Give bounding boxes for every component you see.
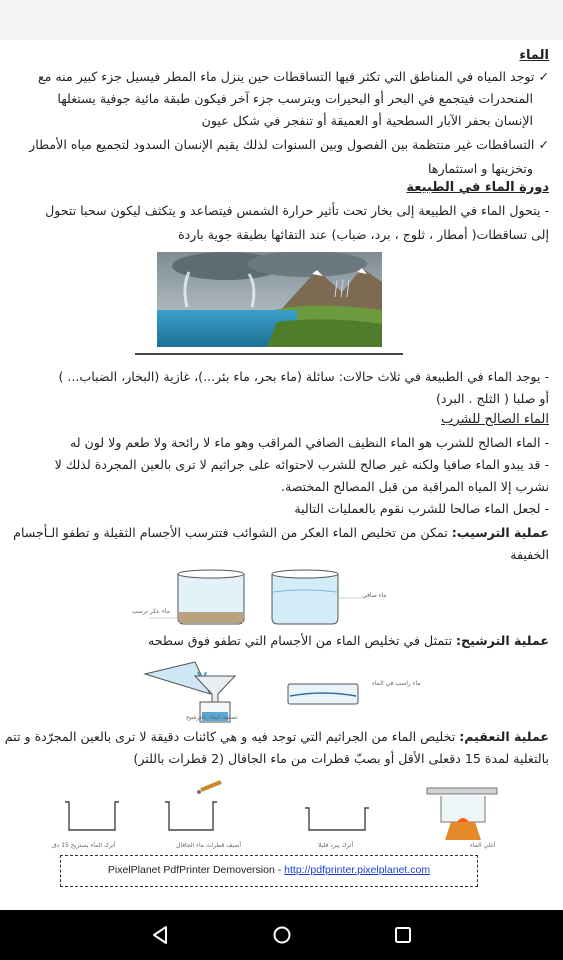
water-bullet1-line3: الإنسان بحفر الآبار السطحية أو العميقة أو تنفجر في شكل عيون (201, 113, 533, 128)
drinkable-line2: - قد يبدو الماء صافيا ولكنه غير صالح للشرب لاحتوائه على جراثيم لا ترى بالعين المجردة لذلك لا (54, 457, 549, 472)
back-triangle-icon[interactable] (148, 922, 174, 948)
sedimentation-text: تمكن من تخليص الماء العكر من الشوائب فتترسب الأجسام الثقيلة و تطفو الـأجسام (13, 525, 448, 540)
water-bullet2-line1: ✓ التساقطات غير منتظمة بين الفصول وبين السنوات لذلك يقيم الإنسان السدود لتجميع مياه الأمطار (29, 137, 549, 152)
filtration-fig-label-1: تصفية الماء بالترشيح (186, 714, 238, 721)
water-cycle-illustration (157, 252, 382, 347)
sedimentation-label: عملية الترسيب: (451, 525, 549, 540)
filtration-text: تتمثل في تخليص الماء من الأجسام التي تطفو فوق سطحه (148, 633, 452, 648)
sterilization-label: عملية التعقيم: (459, 729, 549, 744)
sterilization-fig-label-4: أترك الماء يستريح 15 دق (52, 842, 116, 849)
footer-banner (60, 855, 478, 887)
recents-square-icon[interactable] (390, 922, 416, 948)
sterilization-figure (55, 780, 505, 850)
drinkable-line1: - الماء الصالح للشرب هو الماء النظيف الصافي المراقب وهو ماء لا رائحة ولا طعم ولا لون له (69, 435, 549, 450)
document-page (0, 40, 563, 910)
sterilization-fig-label-2: أترك يبرد قليلا (318, 842, 354, 849)
status-bar (0, 0, 563, 41)
sterilization-fig-label-3: أضيف قطرات ماء الجافال (176, 842, 242, 849)
drinkable-line3: نشرب إلا المياه المراقبة من قبل المصالح المختصة. (281, 479, 549, 494)
section-title-water-cycle: دورة الماء في الطبيعة (406, 180, 549, 195)
footer-prefix: PixelPlanet PdfPrinter Demoversion - (107, 864, 285, 876)
filtration-fig-label-2: ماء راسب في الماء (372, 680, 421, 687)
water-bullet1-line1: ✓ توجد المياه في المناطق التي تكثر فيها التساقطات حين ينزل ماء المطر فيسيل جزء كبير منه مع (37, 69, 549, 84)
filtration-paragraph (8, 632, 549, 650)
cycle-text-line1: - يتحول الماء في الطبيعة إلى بخار تحت تأثير حرارة الشمس فيتصاعد و يتكثف ليكون سحبا تتحول (45, 203, 549, 218)
sedimentation-text2: الخفيفة (510, 547, 549, 562)
navigation-bar (0, 910, 563, 960)
filtration-label: عملية الترشيح: (455, 633, 549, 648)
cycle-states-line1: - يوجد الماء في الطبيعة في ثلاث حالات: سائلة (ماء بحر، ماء بئر...)، غازية (البخار، الضباب... ) (58, 369, 549, 384)
section-title-drinkable-water: الماء الصالح للشرب (441, 412, 549, 427)
drinkable-line4: - لجعل الماء صالحا للشرب نقوم بالعمليات التالية (294, 501, 549, 516)
sterilization-fig-label-1: أغلي الماء (470, 842, 496, 849)
footer-link[interactable]: http://pdfprinter.pixelplanet.com (284, 864, 431, 876)
water-bullet2-line2: وتخزينها و استثمارها (427, 161, 533, 176)
filtration-figure (140, 654, 400, 724)
sedimentation-fig-label-left: ماء عكر ترسب (132, 608, 170, 615)
sterilization-paragraph (0, 728, 549, 746)
cycle-text-line2: إلى تساقطات( أمطار ، ثلوج ، برد، ضباب) عند التقائها بطبقة جوية باردة (178, 227, 549, 242)
sterilization-text: تخليص الماء من الجراثيم التي توجد فيه و هي كائنات دقيقة لا ترى بالعين المجرّدة و تتم (4, 729, 456, 744)
home-circle-icon[interactable] (269, 922, 295, 948)
sedimentation-fig-label-right: ماء صافي (362, 592, 387, 599)
footer-text (61, 864, 477, 876)
sterilization-text2: بالتغلية لمدة 15 دقعلى الأقل أو بصبّ قطرات من ماء الجافال (2 قطرات باللتر) (133, 751, 549, 766)
divider-line (135, 353, 403, 355)
cycle-states-line2: أو صلبا ( الثلج . البرد) (435, 391, 549, 406)
section-title-water: الماء (519, 48, 549, 63)
water-bullet1-line2: المنحدرات فيتجمع في البحر أو البحيرات ويترسب جزء آخر فيكون طبقة مائية جوفية يستغلها (57, 91, 533, 106)
sedimentation-paragraph (8, 524, 549, 542)
